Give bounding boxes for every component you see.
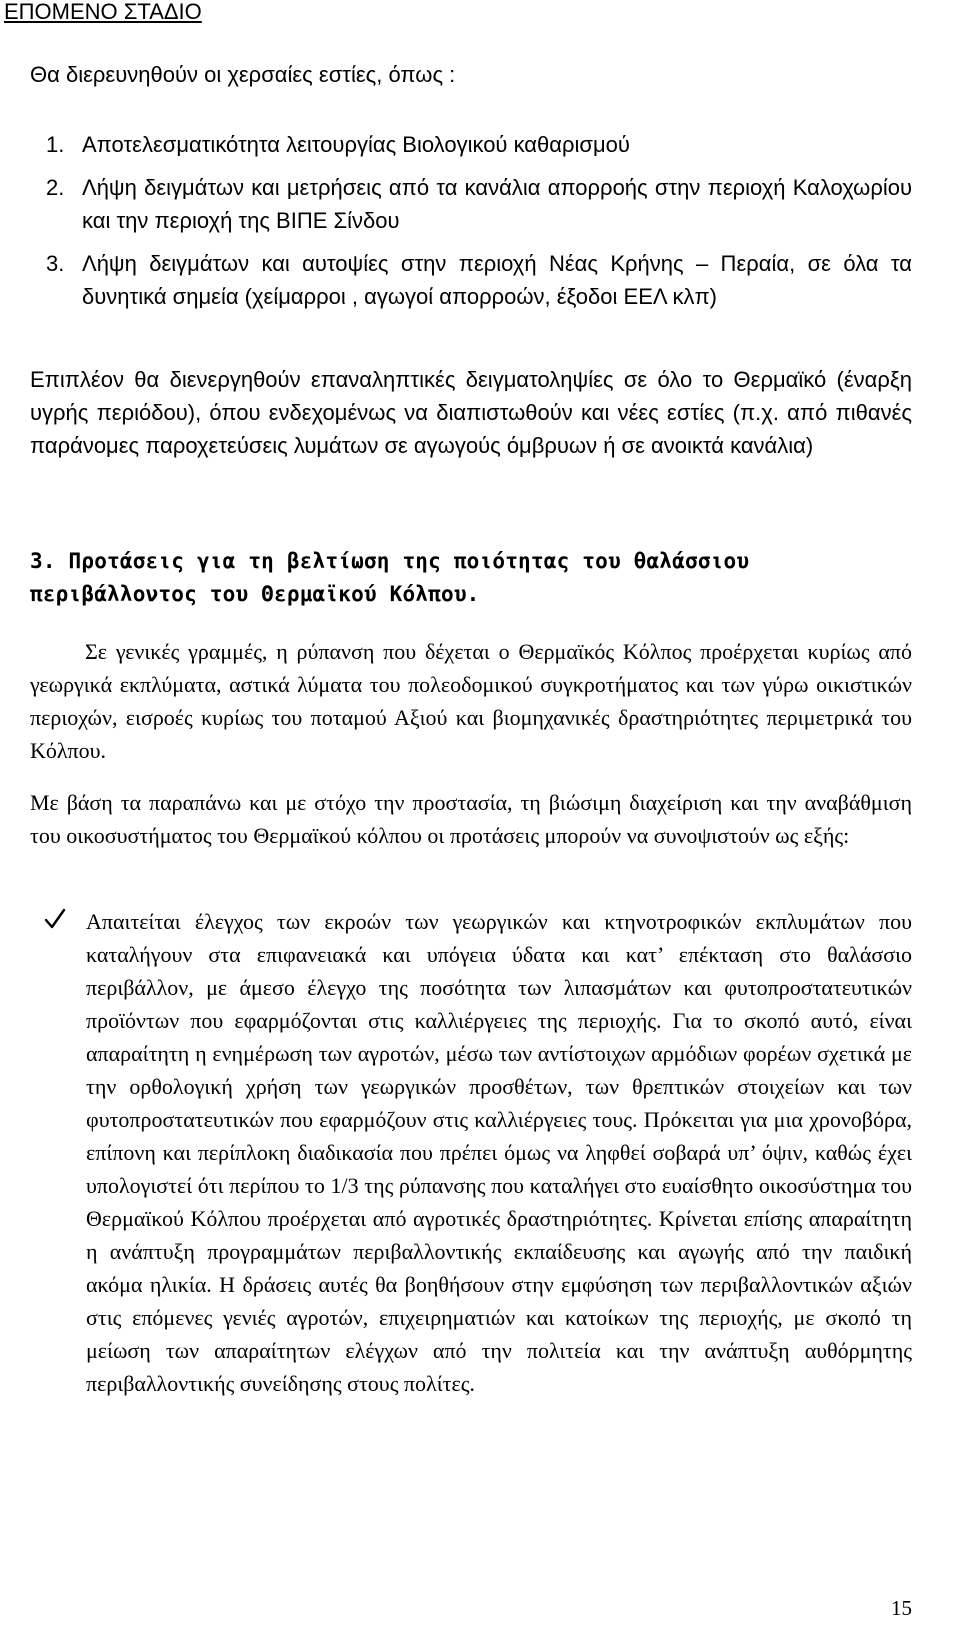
intro-text: Θα διερευνηθούν οι χερσαίες εστίες, όπως : [30, 62, 456, 87]
checkmark-icon [44, 907, 66, 931]
focus-list [30, 128, 912, 323]
list-item-number: 1. [46, 132, 65, 157]
list-item [30, 247, 912, 313]
additional-sampling-paragraph: Επιπλέον θα διενεργηθούν επαναληπτικές δειγματοληψίες σε όλο το Θερμαϊκό (έναρξη υγρής περιόδου), όπου ενδεχομένως να διαπιστωθούν και νέες εστίες (π.χ. από πιθανές παράνομες παροχετεύσεις λυμάτων σε αγωγούς όμβρυων ή σε ανοικτά κανάλια) [30, 367, 912, 458]
proposals-intro-paragraph: Με βάση τα παραπάνω και με στόχο την προστασία, τη βιώσιμη διαχείριση και την αναβάθμιση του οικοσυστήματος του Θερμαϊκού κόλπου οι προτάσεις μπορούν να συνοψιστούν ως εξής: [30, 790, 912, 848]
list-item-text: Λήψη δειγμάτων και αυτοψίες στην περιοχή Νέας Κρήνης – Περαία, σε όλα τα δυνητικά σημεία (χείμαρροι , αγωγοί απορροών, έξοδοι ΕΕΛ κλπ) [82, 251, 912, 309]
list-item [30, 171, 912, 237]
next-stage-heading: ΕΠΟΜΕΝΟ ΣΤΑΔΙΟ [4, 0, 202, 24]
page-number: 15 [891, 1596, 912, 1620]
list-item-number: 2. [46, 175, 65, 200]
section-3-title: 3. Προτάσεις για τη βελτίωση της ποιότητας του θαλάσσιου περιβάλλοντος του Θερμαϊκού Κόλπου. [30, 549, 750, 606]
checklist-item [30, 905, 912, 1400]
list-item-text: Αποτελεσματικότητα λειτουργίας Βιολογικού καθαρισμού [82, 132, 630, 157]
list-item-number: 3. [46, 251, 65, 276]
list-item [30, 128, 912, 161]
list-item-text: Λήψη δειγμάτων και μετρήσεις από τα κανάλια απορροής στην περιοχή Καλοχωρίου και την περιοχή της ΒΙΠΕ Σίνδου [82, 175, 912, 233]
general-pollution-paragraph: Σε γενικές γραμμές, η ρύπανση που δέχεται ο Θερμαϊκός Κόλπος προέρχεται κυρίως από γεωργικά εκπλύματα, αστικά λύματα του πολεοδομικού συγκροτήματος και των γύρω οικιστικών περιοχών, εισροές κυρίως του ποταμού Αξιού και βιομηχανικές δραστηριότητες περιμετρικά του Κόλπου. [30, 639, 912, 763]
checklist-item-text: Απαιτείται έλεγχος των εκροών των γεωργικών και κτηνοτροφικών εκπλυμάτων που καταλήγουν στα επιφανειακά και υπόγεια ύδατα και κατ’ επέκταση στο θαλάσσιο περιβάλλον, με άμεσο έλεγχο της ποσότητα των λιπασμάτων και φυτοπροστατευτικών προϊόντων που εφαρμόζονται στις καλλιέργειες της περιοχής. Για το σκοπό αυτό, είναι απαραίτητη η ενημέρωση των αγροτών, μέσω των αντίστοιχων αρμόδιων φορέων σχετικά με την ορθολογική χρήση των γεωργικών προσθέτων, των θρεπτικών στοιχείων και των φυτοπροστατευτικών που εφαρμόζουν στις καλλιέργειες τους. Πρόκειται για μια χρονοβόρα, επίπονη και περίπλοκη διαδικασία που πρέπει όμως να ληφθεί σοβαρά υπ’ όψιν, καθώς έχει υπολογιστεί ότι περίπου το 1/3 της ρύπανσης που καταλήγει στο ευαίσθητο οικοσύστημα του Θερμαϊκού Κόλπου προέρχεται από αγροτικές δραστηριότητες. Κρίνεται επίσης απαραίτητη η ανάπτυξη προγραμμάτων περιβαλλοντικής εκπαίδευσης και αγωγής από την παιδική ακόμα ηλικία. Η δράσεις αυτές θα βοηθήσουν στην εμφύσηση των περιβαλλοντικών αξιών στις επόμενες γενιές αγροτών, επιχειρηματιών και κατοίκων της περιοχής, με σκοπό τη μείωση των απαραίτητων ελέγχων από την πολιτεία και την ανάπτυξη αυθόρμητης περιβαλλοντικής συνείδησης στους πολίτες. [86, 909, 912, 1396]
